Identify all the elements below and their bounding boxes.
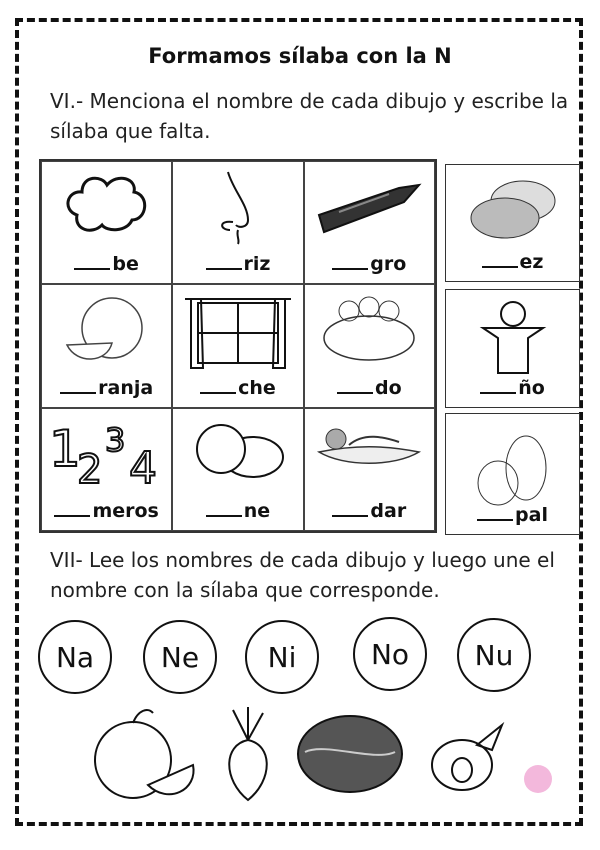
syllable-suffix: riz bbox=[243, 253, 271, 276]
walnut-icon bbox=[295, 712, 405, 797]
svg-text:4: 4 bbox=[128, 442, 157, 491]
syllable-suffix: ne bbox=[243, 500, 271, 522]
grid-cell bbox=[304, 284, 435, 407]
side-cell bbox=[445, 164, 580, 282]
logo-stamp bbox=[524, 765, 552, 793]
syllable-suffix: do bbox=[374, 376, 402, 399]
side-cell bbox=[445, 413, 580, 535]
sailing-icon bbox=[314, 417, 424, 477]
syllable-grid bbox=[39, 159, 437, 533]
crayon-icon bbox=[314, 170, 424, 240]
svg-text:2: 2 bbox=[76, 446, 103, 491]
svg-text:1: 1 bbox=[48, 419, 81, 478]
grid-cell bbox=[41, 408, 172, 531]
walnut-icon bbox=[463, 173, 563, 243]
syllable-circle-no[interactable]: No bbox=[353, 617, 427, 691]
window-icon bbox=[183, 293, 293, 373]
syllable-circle-nu[interactable]: Nu bbox=[457, 618, 531, 692]
syllable-circle-ne[interactable]: Ne bbox=[143, 620, 217, 694]
syllable-suffix: dar bbox=[370, 500, 407, 522]
orange-icon bbox=[88, 705, 198, 805]
grid-cell bbox=[172, 408, 303, 531]
cactus-icon bbox=[468, 428, 558, 508]
seed-icon bbox=[422, 715, 512, 795]
syllable-suffix: meros bbox=[92, 500, 159, 522]
syllable-suffix: ez bbox=[519, 251, 544, 273]
numbers-icon bbox=[47, 411, 167, 491]
syllable-suffix: pal bbox=[515, 504, 548, 526]
syllable-circle-ni[interactable]: Ni bbox=[245, 620, 319, 694]
syllable-suffix: ranja bbox=[98, 376, 154, 399]
page-title: Formamos sílaba con la N bbox=[148, 44, 452, 68]
turnip-icon bbox=[218, 705, 278, 805]
baby-icon bbox=[188, 417, 288, 487]
cloud-icon bbox=[62, 170, 152, 240]
grid-cell bbox=[172, 284, 303, 407]
svg-text:3: 3 bbox=[104, 420, 126, 459]
grid-cell bbox=[304, 161, 435, 284]
nose-icon bbox=[208, 170, 268, 245]
grid-cell bbox=[41, 284, 172, 407]
syllable-suffix: gro bbox=[370, 253, 407, 276]
syllable-circle-na[interactable]: Na bbox=[38, 620, 112, 694]
grid-cell bbox=[41, 161, 172, 284]
syllable-suffix: che bbox=[238, 376, 276, 399]
syllable-suffix: be bbox=[112, 253, 139, 276]
grid-cell bbox=[172, 161, 303, 284]
instruction-vii: VII- Lee los nombres de cada dibujo y luego une el nombre con la sílaba que corresponde. bbox=[50, 548, 555, 602]
syllable-suffix: ño bbox=[518, 377, 545, 399]
nest-icon bbox=[319, 293, 419, 368]
child-icon bbox=[478, 298, 548, 378]
grid-cell bbox=[304, 408, 435, 531]
side-cell bbox=[445, 289, 580, 408]
instruction-vi: VI.- Menciona el nombre de cada dibujo y escribe la sílaba que falta. bbox=[50, 89, 569, 143]
orange-icon bbox=[62, 293, 152, 368]
